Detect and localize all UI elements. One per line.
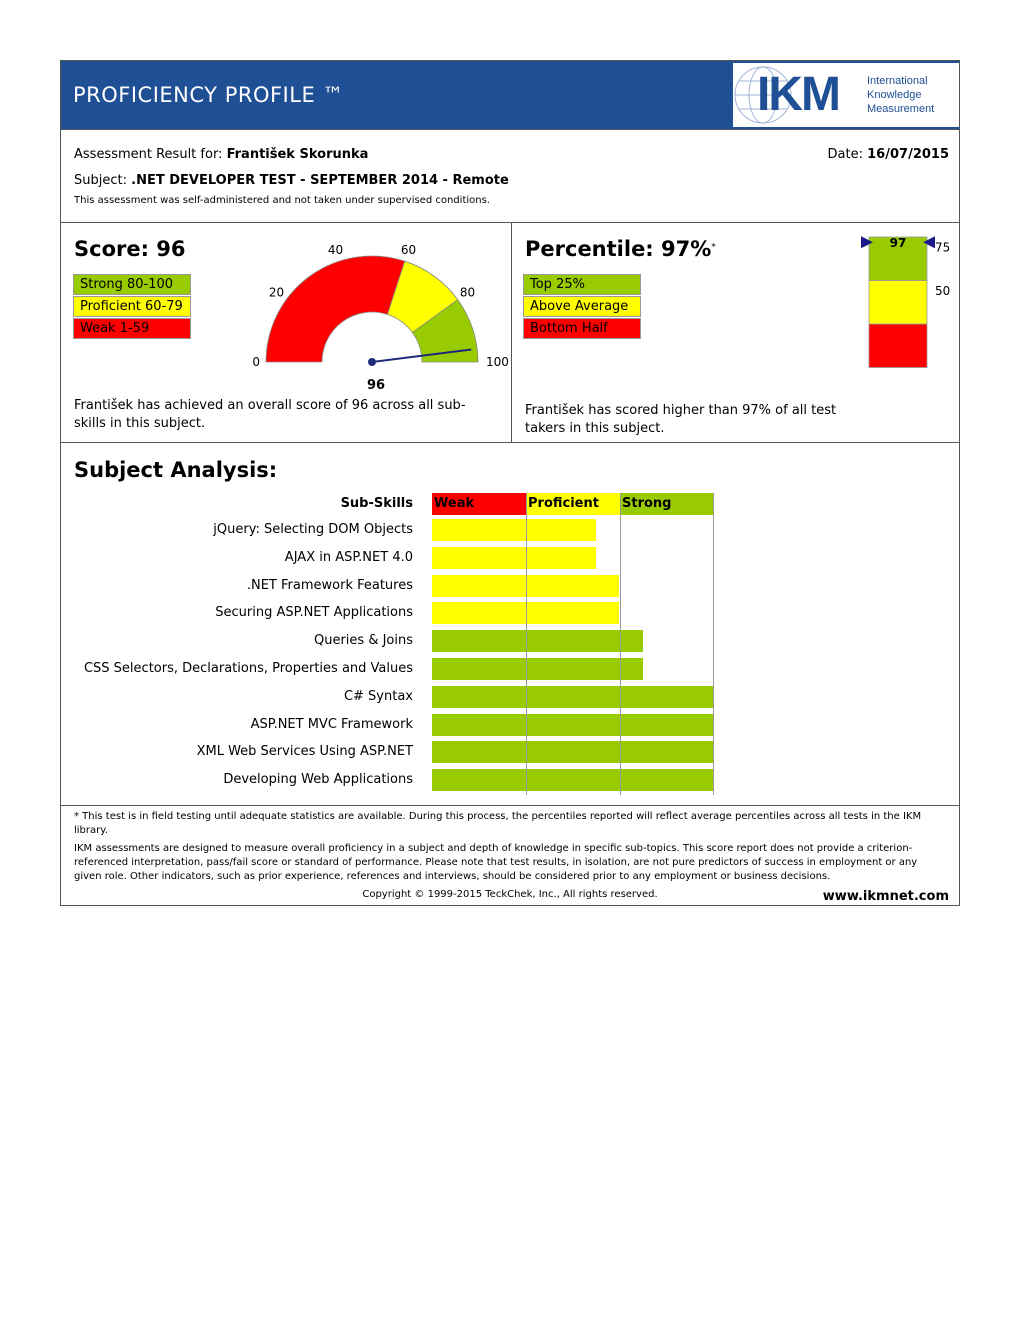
subject-line [74, 173, 509, 188]
skill-bar [432, 658, 643, 680]
percentile-band-above-average [869, 281, 927, 325]
skill-label: jQuery: Selecting DOM Objects [213, 522, 413, 537]
legend-top-25: Top 25% [523, 274, 641, 295]
percentile-asterisk: * [711, 242, 716, 253]
copyright: Copyright © 1999-2015 TeckChek, Inc., All rights reserved. [362, 889, 658, 900]
skill-label: Queries & Joins [313, 633, 413, 649]
field-testing-note: * This test is in field testing until adequate statistics are available. During this process, the percentiles reported will reflect average percentiles across all tests in the IKM library. [74, 811, 922, 836]
date-value: 16/07/2015 [867, 147, 949, 162]
percentile-title-wrap [525, 237, 716, 261]
analysis-title: Subject Analysis: [74, 458, 278, 482]
skill-label: ASP.NET MVC Framework [250, 716, 413, 732]
skill-chart [432, 493, 713, 795]
ikm-sub-line: International [867, 75, 928, 87]
skill-bar [432, 547, 596, 569]
percentile-band-bottom [869, 324, 927, 368]
date-line [828, 147, 949, 162]
band-divider [713, 493, 714, 795]
legend-strong: Strong 80-100 [73, 274, 191, 295]
gauge-tick-label: 100 [486, 355, 509, 369]
score-title: Score: 96 [74, 237, 186, 261]
gauge-tick-label: 80 [459, 285, 476, 300]
assessment-note: IKM assessments are designed to measure overall proficiency in a subject and depth of knowledge in specific sub-topics. This score report does not provide a criterion-referenced interpretation, pass/fail score or standard of performance. Please note that test results, in isolation, are not pure predictors of success in employment or any given role. Other indicators, such as prior experience, references and interviews, should be considered prior to any employment or business decisions. [74, 843, 918, 882]
gauge-weak-band [266, 256, 405, 362]
gauge-value-label: 96 [366, 378, 386, 393]
candidate-name: František Skorunka [226, 147, 369, 162]
date-label: Date: [827, 147, 863, 162]
subskills-header: Sub-Skills [340, 496, 413, 511]
skill-label: XML Web Services Using ASP.NET [196, 744, 413, 760]
ikm-sub-line: Measurement [867, 103, 935, 115]
header-proficient: Proficient [526, 493, 620, 515]
website-link[interactable]: www.ikmnet.com [822, 889, 949, 904]
legend-above-average: Above Average [523, 296, 641, 317]
gauge-hub [368, 358, 376, 366]
gauge-tick-label: 20 [268, 285, 285, 300]
skill-labels [61, 493, 413, 795]
report-header [61, 61, 959, 130]
report-title: PROFICIENCY PROFILE ™ [73, 83, 344, 107]
skill-label: CSS Selectors, Declarations, Properties and Values [83, 661, 413, 676]
skill-bar [432, 714, 713, 736]
percentile-scale-50: 50 [935, 284, 951, 298]
gauge-tick-label: 60 [400, 242, 417, 257]
divider [61, 222, 959, 223]
score-description: František has achieved an overall score of 96 across all sub-skills in this subject. [74, 398, 466, 431]
ikm-logo-letters: IKM [757, 68, 839, 121]
skill-label: AJAX in ASP.NET 4.0 [284, 549, 413, 565]
subject-label: Subject: [74, 173, 127, 188]
divider [61, 805, 959, 806]
skill-bar [432, 769, 713, 791]
header-strong: Strong [620, 493, 713, 515]
percentile-marker-value: 97 [889, 236, 907, 251]
section-divider [511, 222, 512, 442]
score-gauge [241, 233, 521, 393]
gauge-tick-label: 40 [327, 242, 344, 257]
gauge-tick-label: 0 [252, 355, 260, 369]
skill-label: Securing ASP.NET Applications [215, 605, 413, 621]
percentile-title: Percentile: 97% [525, 237, 712, 261]
band-divider [620, 493, 621, 795]
skill-bar [432, 741, 713, 763]
skill-bar [432, 686, 713, 708]
assessment-result-line [74, 147, 368, 162]
supervision-disclaimer: This assessment was self-administered and not taken under supervised conditions. [74, 195, 490, 206]
ikm-sub-line: Knowledge [867, 89, 922, 101]
band-divider [526, 493, 527, 795]
percentile-bar [861, 229, 959, 413]
legend-proficient: Proficient 60-79 [73, 296, 191, 317]
result-label: Assessment Result for: [74, 147, 223, 162]
legend-weak: Weak 1-59 [73, 318, 191, 339]
percentile-description: František has scored higher than 97% of all test takers in this subject. [525, 403, 837, 436]
subject-value: .NET DEVELOPER TEST - SEPTEMBER 2014 - Remote [131, 173, 509, 188]
header-weak: Weak [432, 493, 526, 515]
skill-bar [432, 630, 643, 652]
divider [61, 442, 959, 443]
skill-label: .NET Framework Features [246, 577, 413, 593]
skill-bar [432, 519, 596, 541]
ikm-logo [733, 63, 959, 127]
proficiency-report [60, 60, 960, 906]
legend-bottom-half: Bottom Half [523, 318, 641, 339]
skill-label: C# Syntax [343, 688, 413, 704]
skill-label: Developing Web Applications [223, 772, 413, 788]
percentile-scale-75: 75 [935, 240, 951, 255]
ikm-logo-subtitle [867, 74, 955, 116]
